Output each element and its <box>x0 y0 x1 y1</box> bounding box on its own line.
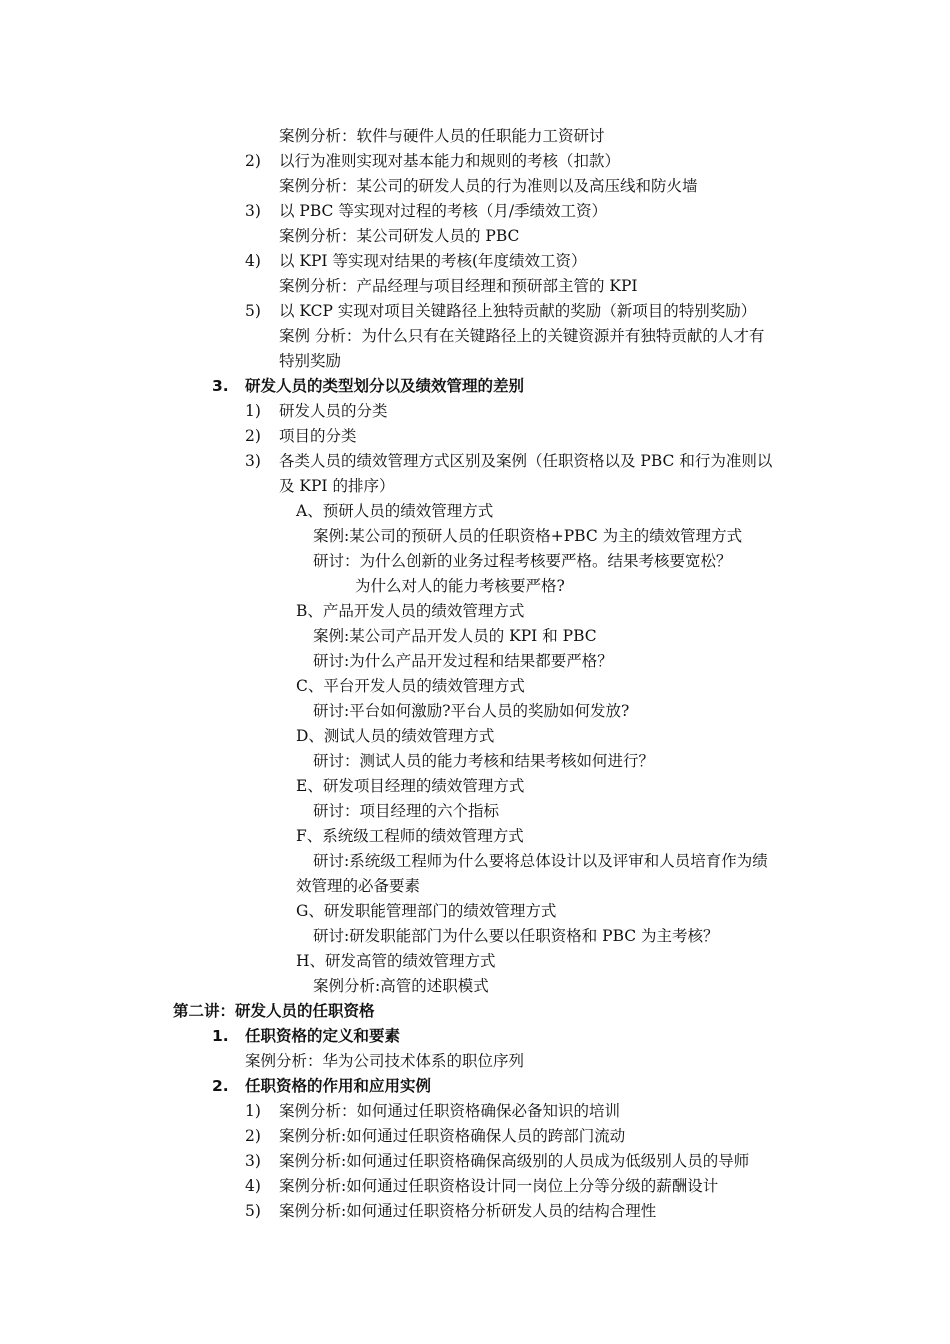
section-number: 3. <box>212 377 229 395</box>
item-text: 案例分析:如何通过任职资格分析研发人员的结构合理性 <box>279 1202 657 1220</box>
discussion-line: 研讨：项目经理的六个指标 <box>313 802 500 820</box>
item-number: 2) <box>245 1127 261 1145</box>
case-line: 案例:某公司的预研人员的任职资格+PBC 为主的绩效管理方式 <box>313 527 743 545</box>
item-number: 3) <box>245 452 261 470</box>
discussion-line: 研讨：为什么创新的业务过程考核要严格。结果考核要宽松？ <box>313 552 732 570</box>
subsection-title: C、平台开发人员的绩效管理方式 <box>296 677 525 695</box>
case-line: 案例:某公司产品开发人员的 KPI 和 PBC <box>313 627 597 645</box>
item-text: 各类人员的绩效管理方式区别及案例（任职资格以及 PBC 和行为准则以 <box>279 452 773 470</box>
item-text: 以行为准则实现对基本能力和规则的考核（扣款） <box>279 152 621 170</box>
discussion-line: 研讨:平台如何激励?平台人员的奖励如何发放? <box>313 702 630 720</box>
item-text: 案例分析:如何通过任职资格确保高级别的人员成为低级别人员的导师 <box>279 1152 750 1170</box>
item-text: 及 KPI 的排序） <box>279 477 395 495</box>
case-line: 案例 分析：为什么只有在关键路径上的关键资源并有独特贡献的人才有 <box>279 327 765 345</box>
subsection-title: A、预研人员的绩效管理方式 <box>296 502 494 520</box>
item-text: 项目的分类 <box>279 427 357 445</box>
subsection-title: G、研发职能管理部门的绩效管理方式 <box>296 902 557 920</box>
item-text: 以 PBC 等实现对过程的考核（月/季绩效工资） <box>279 202 608 220</box>
section-heading: 任职资格的作用和应用实例 <box>245 1077 432 1095</box>
lecture-heading: 第二讲：研发人员的任职资格 <box>173 1002 375 1020</box>
subsection-title: E、研发项目经理的绩效管理方式 <box>296 777 525 795</box>
item-number: 5) <box>245 302 261 320</box>
subsection-title: F、系统级工程师的绩效管理方式 <box>296 827 524 845</box>
discussion-line: 研讨：测试人员的能力考核和结果考核如何进行？ <box>313 752 655 770</box>
section-number: 2. <box>212 1077 229 1095</box>
discussion-line: 效管理的必备要素 <box>296 877 421 895</box>
discussion-line: 研讨:系统级工程师为什么要将总体设计以及评审和人员培育作为绩 <box>313 852 768 870</box>
case-line: 案例分析:高管的述职模式 <box>313 977 489 995</box>
item-text: 案例分析：如何通过任职资格确保必备知识的培训 <box>279 1102 621 1120</box>
item-number: 1) <box>245 1102 261 1120</box>
item-text: 以 KCP 实现对项目关键路径上独特贡献的奖励（新项目的特别奖励） <box>279 302 757 320</box>
item-number: 4) <box>245 1177 261 1195</box>
item-number: 3) <box>245 1152 261 1170</box>
case-line: 案例分析：产品经理与项目经理和预研部主管的 KPI <box>279 277 638 295</box>
item-number: 3) <box>245 202 261 220</box>
section-number: 1. <box>212 1027 229 1045</box>
section-heading: 研发人员的类型划分以及绩效管理的差别 <box>245 377 525 395</box>
discussion-line: 研讨:研发职能部门为什么要以任职资格和 PBC 为主考核？ <box>313 927 719 945</box>
item-number: 4) <box>245 252 261 270</box>
subsection-title: H、研发高管的绩效管理方式 <box>296 952 496 970</box>
item-number: 5) <box>245 1202 261 1220</box>
item-number: 2) <box>245 152 261 170</box>
subsection-title: D、测试人员的绩效管理方式 <box>296 727 495 745</box>
discussion-line: 为什么对人的能力考核要严格? <box>355 577 565 595</box>
case-line: 特别奖励 <box>279 352 342 370</box>
item-text: 案例分析:如何通过任职资格设计同一岗位上分等分级的薪酬设计 <box>279 1177 719 1195</box>
case-line: 案例分析：华为公司技术体系的职位序列 <box>245 1052 525 1070</box>
discussion-line: 研讨:为什么产品开发过程和结果都要严格？ <box>313 652 613 670</box>
case-line: 案例分析：某公司的研发人员的行为准则以及高压线和防火墙 <box>279 177 698 195</box>
subsection-title: B、产品开发人员的绩效管理方式 <box>296 602 525 620</box>
case-line: 案例分析：软件与硬件人员的任职能力工资研讨 <box>279 127 605 145</box>
item-text: 以 KPI 等实现对结果的考核(年度绩效工资） <box>279 252 587 270</box>
item-number: 2) <box>245 427 261 445</box>
item-text: 研发人员的分类 <box>279 402 388 420</box>
item-number: 1) <box>245 402 261 420</box>
item-text: 案例分析:如何通过任职资格确保人员的跨部门流动 <box>279 1127 626 1145</box>
case-line: 案例分析：某公司研发人员的 PBC <box>279 227 520 245</box>
section-heading: 任职资格的定义和要素 <box>245 1027 401 1045</box>
